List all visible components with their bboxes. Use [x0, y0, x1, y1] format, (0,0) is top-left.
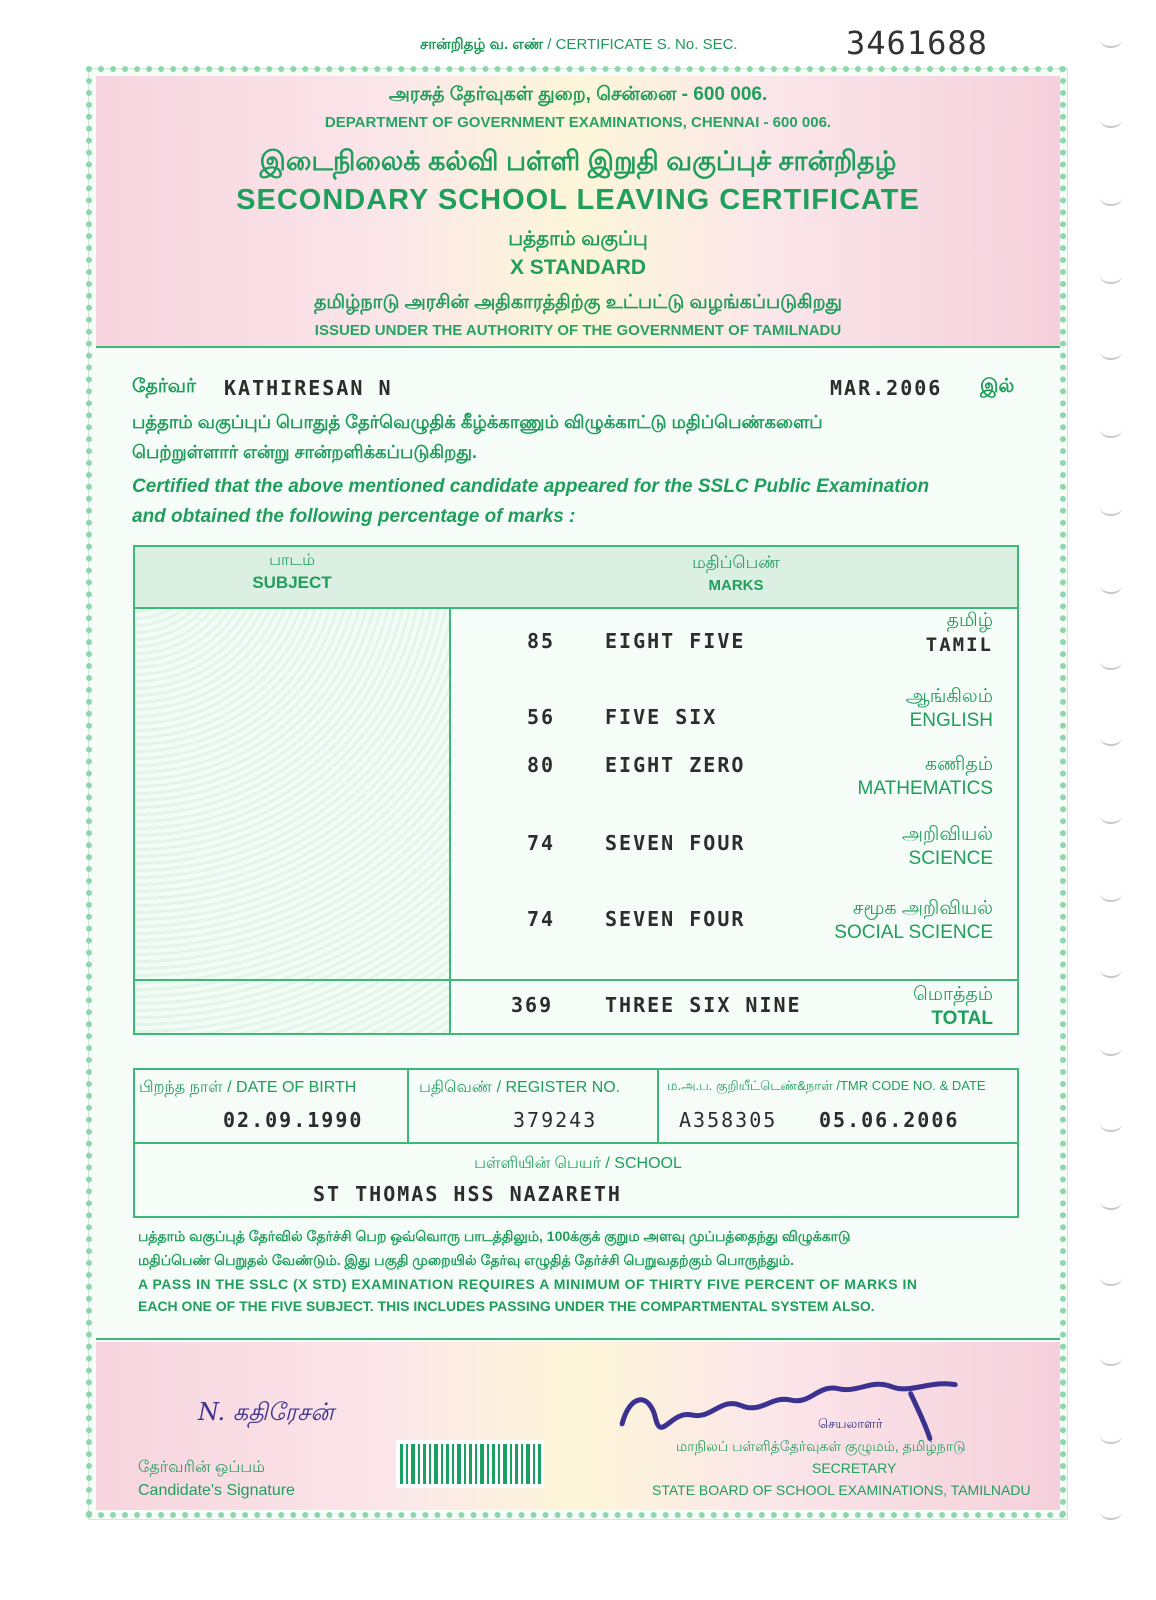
register-label: பதிவெண் / REGISTER NO.: [419, 1079, 621, 1096]
header-divider: [96, 346, 1060, 348]
subject-row: கணிதம் MATHEMATICS: [857, 754, 993, 799]
title-tamil: இடைநிலைக் கல்வி பள்ளி இறுதி வகுப்புச் சான்றிதழ்: [259, 146, 897, 176]
note-english-line2: EACH ONE OF THE FIVE SUBJECT. THIS INCLUDES PASSING UNDER THE COMPARTMENTAL SYSTEM ALSO.: [138, 1298, 875, 1314]
candidate-sig-tamil: தேர்வரின் ஒப்பம்: [138, 1459, 266, 1476]
certify-english-line1: Certified that the above mentioned candidate appeared for the SSLC Public Examination: [132, 476, 930, 497]
candidate-sig-english: Candidate's Signature: [138, 1482, 295, 1499]
exam-month: MAR.2006: [830, 376, 943, 400]
marks-header-tamil: மதிப்பெண்: [692, 553, 780, 572]
total-words: THREE SIX NINE: [605, 993, 802, 1017]
authority-english: ISSUED UNDER THE AUTHORITY OF THE GOVERNMENT OF TAMILNADU: [314, 322, 842, 339]
certify-tamil-line2: பெற்றுள்ளார் என்று சான்றளிக்கப்படுகிறது.: [132, 442, 478, 462]
title-english: SECONDARY SCHOOL LEAVING CERTIFICATE: [236, 184, 920, 216]
note-tamil-line1: பத்தாம் வகுப்புத் தேர்வில் தேர்ச்சி பெற ஒவ்வொரு பாடத்திலும், 100க்குக் குறும அளவு முப்பத்தைந்து விழுக்காடு: [138, 1228, 851, 1244]
mark-words: EIGHT FIVE: [605, 629, 746, 653]
exam-suffix: இல்: [980, 376, 1015, 397]
mark-words: FIVE SIX: [605, 705, 718, 729]
punch-holes: [1100, 0, 1130, 1600]
certify-english-line2: and obtained the following percentage of marks :: [132, 506, 576, 527]
serial-label-tamil: சான்றிதழ் வ. எண்: [420, 36, 544, 53]
tmr-label: ம.அ.ப. குறியீட்டெண்&நாள் /TMR CODE NO. & DATE: [667, 1078, 986, 1093]
serial-label-english: / CERTIFICATE S. No. SEC.: [547, 36, 738, 53]
mark-words: SEVEN FOUR: [605, 907, 746, 931]
subject-tamil: தமிழ் TAMIL: [925, 610, 993, 656]
dob-label: பிறந்த நாள் / DATE OF BIRTH: [139, 1079, 357, 1096]
tmr-date: 05.06.2006: [819, 1108, 960, 1132]
total-label: மொத்தம் TOTAL: [912, 984, 993, 1029]
standard-tamil: பத்தாம் வகுப்பு: [508, 228, 648, 250]
mark-value: 74: [527, 907, 556, 931]
subject-column: [135, 547, 451, 1033]
serial-label: [420, 36, 738, 55]
standard-english: X STANDARD: [509, 256, 647, 279]
mark-words: EIGHT ZERO: [605, 753, 746, 777]
marks-table: [133, 545, 1019, 1035]
note-english-line1: A PASS IN THE SSLC (X STD) EXAMINATION REQUIRES A MINIMUM OF THIRTY FIVE PERCENT OF MARKS IN: [138, 1276, 918, 1292]
marks-header-english: MARKS: [708, 577, 764, 594]
info-box: [133, 1068, 1019, 1218]
total-divider: [135, 979, 1017, 981]
secretary-title-tamil: செயலாளர்: [818, 1416, 883, 1431]
subject-header-tamil: பாடம்: [269, 552, 315, 569]
subject-row: ஆங்கிலம் ENGLISH: [905, 686, 993, 731]
subject-header-english: SUBJECT: [252, 573, 332, 592]
barcode-icon: [396, 1440, 544, 1488]
serial-number: 3461688: [846, 24, 988, 62]
dob-value: 02.09.1990: [223, 1108, 364, 1132]
secretary-english: SECRETARY: [812, 1460, 897, 1476]
subject-row: சமூக அறிவியல் SOCIAL SCIENCE: [834, 898, 993, 943]
candidate-signature: N. கதிரேசன்: [198, 1398, 334, 1426]
register-value: 379243: [513, 1108, 598, 1132]
school-name: ST THOMAS HSS NAZARETH: [313, 1182, 622, 1206]
authority-tamil: தமிழ்நாடு அரசின் அதிகாரத்திற்கு உட்பட்டு வழங்கப்படுகிறது: [313, 292, 843, 313]
mark-value: 56: [527, 705, 556, 729]
mark-value: 85: [527, 629, 556, 653]
dept-tamil: அரசுத் தேர்வுகள் துறை, சென்னை - 600 006.: [388, 84, 768, 105]
dept-english: DEPARTMENT OF GOVERNMENT EXAMINATIONS, CHENNAI - 600 006.: [324, 114, 832, 131]
certify-tamil-line1: பத்தாம் வகுப்புப் பொதுத் தேர்வெழுதிக் கீழ்க்காணும் விழுக்காட்டு மதிப்பெண்களைப்: [132, 412, 823, 432]
school-label: பள்ளியின் பெயர் / SCHOOL: [474, 1155, 682, 1172]
footer-divider: [96, 1338, 1060, 1340]
candidate-label: தேர்வர்: [132, 376, 196, 397]
subject-row: அறிவியல் SCIENCE: [901, 824, 993, 869]
board-tamil: மாநிலப் பள்ளித்தேர்வுகள் குழுமம், தமிழ்நாடு: [676, 1438, 966, 1454]
tmr-code: A358305: [679, 1108, 778, 1132]
mark-words: SEVEN FOUR: [605, 831, 746, 855]
candidate-name: KATHIRESAN N: [224, 376, 393, 400]
board-english: STATE BOARD OF SCHOOL EXAMINATIONS, TAMILNADU: [652, 1482, 1031, 1498]
table-header-row: [135, 547, 1017, 609]
note-tamil-line2: மதிப்பெண் பெறுதல் வேண்டும். இது பகுதி முறையில் தேர்வு எழுதித் தேர்ச்சி பெறுவதற்கும் பொருந்தும்.: [138, 1252, 794, 1268]
mark-value: 80: [527, 753, 556, 777]
total-value: 369: [511, 993, 554, 1017]
mark-value: 74: [527, 831, 556, 855]
